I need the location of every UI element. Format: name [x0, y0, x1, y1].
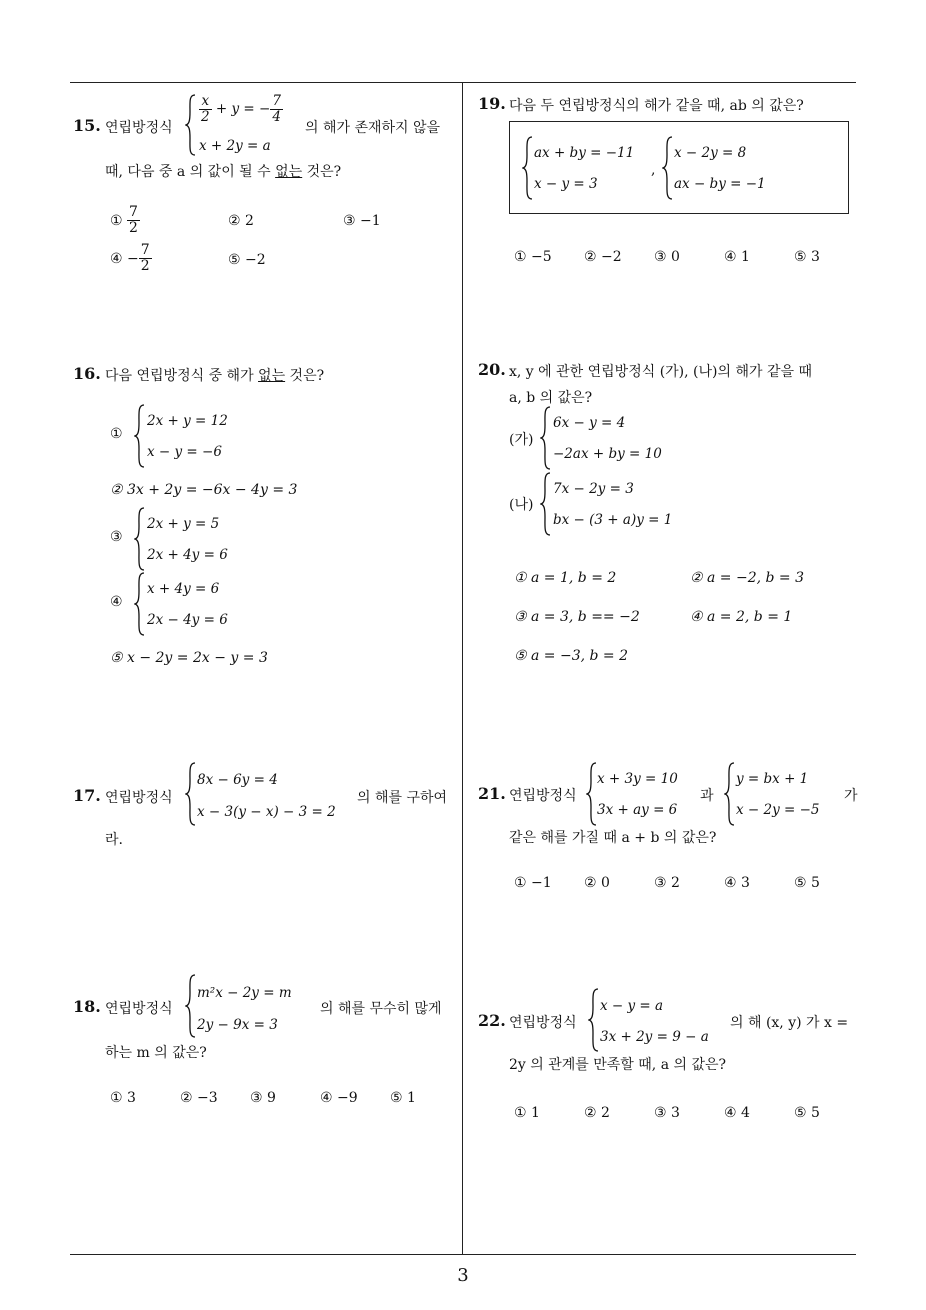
- question-text: 다음 두 연립방정식의 해가 같을 때, ab 의 값은?: [509, 98, 804, 114]
- option-4[interactable]: ④ −9: [320, 1090, 358, 1106]
- equation-row: 8x − 6y = 4: [197, 772, 278, 788]
- option-2[interactable]: ② 2: [584, 1105, 610, 1121]
- question-number: 17.: [73, 786, 101, 805]
- option-3[interactable]: ③ 2: [654, 875, 680, 891]
- separator-comma: ,: [651, 162, 656, 178]
- top-rule: [70, 82, 856, 83]
- question-number: 16.: [73, 364, 101, 383]
- equation-system: [134, 404, 254, 468]
- equation-row: x + 3y = 10: [597, 771, 678, 787]
- option-4[interactable]: ④ 4: [724, 1105, 750, 1121]
- equation-row: 6x − y = 4: [553, 415, 626, 431]
- option-2[interactable]: ② −3: [180, 1090, 218, 1106]
- option-2[interactable]: ② a = −2, b = 3: [690, 570, 805, 586]
- brace-icon: [724, 762, 736, 826]
- question-text: 가: [844, 788, 858, 804]
- question-text: 때, 다음 중 a 의 값이 될 수 없는 것은?: [105, 164, 342, 180]
- question-lead: 연립방정식: [509, 788, 577, 804]
- equation-system: [185, 762, 345, 826]
- question-number: 18.: [73, 997, 101, 1016]
- option-2[interactable]: ② −2: [584, 249, 622, 265]
- equation-row: x − 2y = 8: [674, 145, 747, 161]
- equation-system: [588, 988, 718, 1052]
- question-text: 의 해를 무수히 많게: [320, 1001, 442, 1017]
- question-lead: 연립방정식: [105, 1001, 173, 1017]
- equation-row: 2x + y = 12: [147, 413, 228, 429]
- option-5[interactable]: ⑤ 3: [794, 249, 820, 265]
- question-text: 의 해를 구하여: [357, 790, 448, 806]
- equation-row: 3x + ay = 6: [597, 802, 678, 818]
- option-1[interactable]: ① $\frac{7}{2}$: [110, 204, 138, 237]
- equation-system: [185, 94, 295, 156]
- page-number: 3: [457, 1265, 469, 1286]
- brace-icon: [522, 136, 534, 200]
- option-2[interactable]: ② 2: [228, 213, 254, 229]
- equation-row: $\frac{x}{2}$ + y = − $\frac{7}{4}$: [201, 93, 281, 125]
- option-2[interactable]: ② 3x + 2y = −6x − 4y = 3: [110, 482, 298, 498]
- equation-system: [540, 406, 680, 470]
- equation-system: [522, 136, 642, 200]
- option-1[interactable]: ①: [110, 426, 123, 442]
- brace-icon: [662, 136, 674, 200]
- equation-row: x − 3(y − x) − 3 = 2: [197, 804, 336, 820]
- question-text: 라.: [105, 832, 123, 848]
- question-text: 다음 연립방정식 중 해가 없는 것은?: [105, 368, 325, 384]
- question-text: 같은 해를 가질 때 a + b 의 값은?: [509, 830, 717, 846]
- equation-row: x + 2y = a: [199, 138, 271, 154]
- equation-system: [724, 762, 834, 826]
- equation-row: m²x − 2y = m: [197, 985, 292, 1001]
- question-number: 22.: [478, 1011, 506, 1030]
- option-5[interactable]: ⑤ −2: [228, 252, 266, 268]
- option-1[interactable]: ① 3: [110, 1090, 136, 1106]
- option-5[interactable]: ⑤ 1: [390, 1090, 416, 1106]
- system-label: (가): [509, 432, 534, 448]
- question-lead: 연립방정식: [509, 1015, 577, 1031]
- question-text: x, y 에 관한 연립방정식 (가), (나)의 해가 같을 때: [509, 364, 812, 380]
- equation-system: [540, 472, 690, 536]
- brace-icon: [185, 94, 197, 156]
- question-text: 하는 m 의 값은?: [105, 1045, 207, 1061]
- brace-icon: [185, 762, 197, 826]
- option-4[interactable]: ④: [110, 594, 123, 610]
- equation-row: x + 4y = 6: [147, 581, 220, 597]
- equation-system: [586, 762, 686, 826]
- option-4[interactable]: ④ − $\frac{7}{2}$: [110, 242, 150, 275]
- equation-row: 2y − 9x = 3: [197, 1017, 278, 1033]
- equation-system: [662, 136, 782, 200]
- bottom-rule: [70, 1254, 856, 1255]
- question-number: 20.: [478, 360, 506, 379]
- option-4[interactable]: ④ 3: [724, 875, 750, 891]
- option-4[interactable]: ④ a = 2, b = 1: [690, 609, 793, 625]
- equation-system: [134, 572, 254, 636]
- option-3[interactable]: ③ a = 3, b == −2: [514, 609, 640, 625]
- question-number: 21.: [478, 784, 506, 803]
- question-number: 19.: [478, 94, 506, 113]
- equation-row: x − y = a: [600, 998, 664, 1014]
- option-5[interactable]: ⑤ a = −3, b = 2: [514, 648, 629, 664]
- option-1[interactable]: ① a = 1, b = 2: [514, 570, 617, 586]
- option-1[interactable]: ① −1: [514, 875, 552, 891]
- equation-row: x − y = −6: [147, 444, 222, 460]
- brace-icon: [540, 472, 552, 536]
- option-3[interactable]: ③ −1: [343, 213, 381, 229]
- brace-icon: [134, 404, 146, 468]
- brace-icon: [588, 988, 600, 1052]
- equation-row: x − 2y = −5: [736, 802, 820, 818]
- equation-row: ax + by = −11: [534, 145, 635, 161]
- option-1[interactable]: ① −5: [514, 249, 552, 265]
- equation-row: 2x + y = 5: [147, 516, 220, 532]
- option-3[interactable]: ③ 9: [250, 1090, 276, 1106]
- option-3[interactable]: ③ 3: [654, 1105, 680, 1121]
- equation-row: −2ax + by = 10: [553, 446, 662, 462]
- option-4[interactable]: ④ 1: [724, 249, 750, 265]
- question-number: 15.: [73, 116, 101, 135]
- question-lead: 연립방정식: [105, 790, 173, 806]
- equation-system: [134, 507, 254, 571]
- brace-icon: [134, 507, 146, 571]
- question-text: 의 해가 존재하지 않을: [305, 120, 441, 136]
- option-2[interactable]: ② 0: [584, 875, 610, 891]
- system-label: (나): [509, 497, 534, 513]
- column-divider: [462, 82, 463, 1254]
- option-5[interactable]: ⑤ x − 2y = 2x − y = 3: [110, 650, 268, 666]
- equation-row: x − y = 3: [534, 176, 598, 192]
- equation-row: 2x − 4y = 6: [147, 612, 228, 628]
- question-text: 의 해 (x, y) 가 x =: [730, 1015, 849, 1031]
- question-lead: 연립방정식: [105, 120, 173, 136]
- equation-row: ax − by = −1: [674, 176, 766, 192]
- option-1[interactable]: ① 1: [514, 1105, 540, 1121]
- equation-row: 3x + 2y = 9 − a: [600, 1029, 709, 1045]
- equation-system: [185, 974, 315, 1038]
- equation-row: bx − (3 + a)y = 1: [553, 512, 673, 528]
- question-text: a, b 의 값은?: [509, 390, 593, 406]
- option-5[interactable]: ⑤ 5: [794, 875, 820, 891]
- brace-icon: [134, 572, 146, 636]
- equation-row: 7x − 2y = 3: [553, 481, 634, 497]
- option-5[interactable]: ⑤ 5: [794, 1105, 820, 1121]
- brace-icon: [540, 406, 552, 470]
- option-3[interactable]: ③ 0: [654, 249, 680, 265]
- option-3[interactable]: ③: [110, 529, 123, 545]
- question-text: 과: [700, 788, 714, 804]
- equation-row: y = bx + 1: [736, 771, 809, 787]
- brace-icon: [185, 974, 197, 1038]
- question-text: 2y 의 관계를 만족할 때, a 의 값은?: [509, 1057, 727, 1073]
- equation-row: 2x + 4y = 6: [147, 547, 228, 563]
